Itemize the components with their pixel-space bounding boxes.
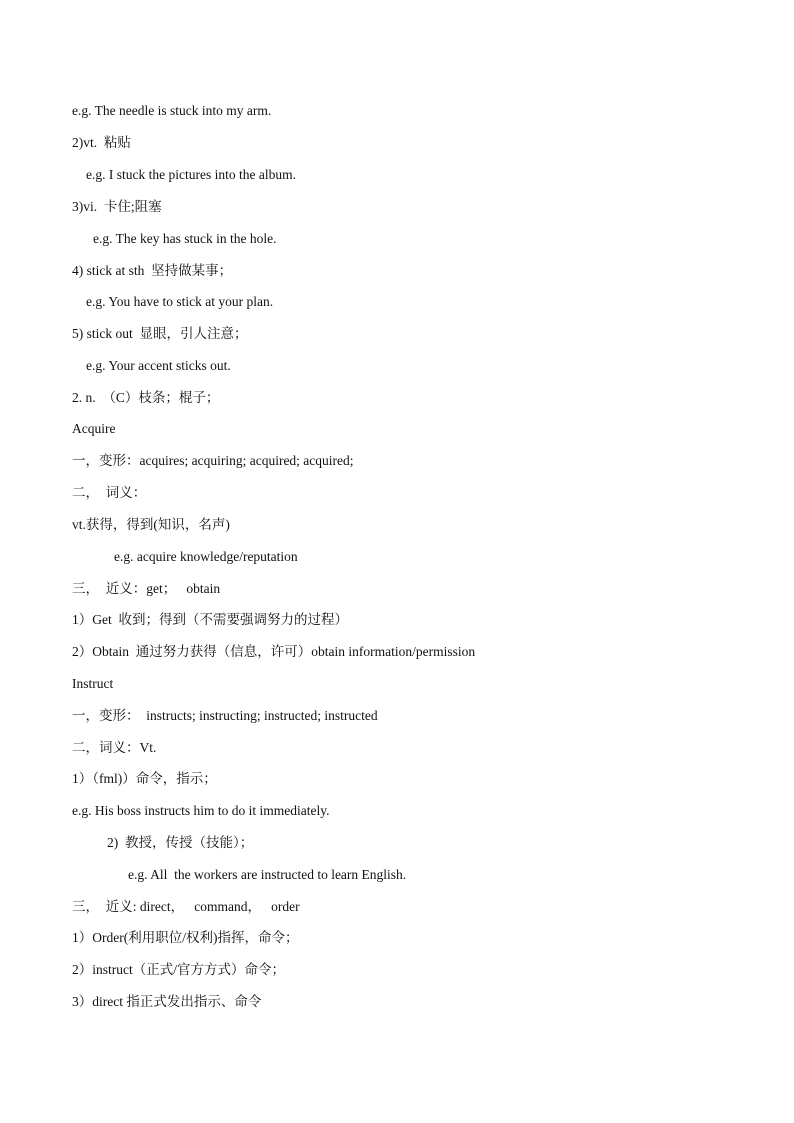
text-line: 2）instruct（正式/官方方式）命令； <box>72 962 285 977</box>
text-line: 4) stick at sth 坚持做某事； <box>72 263 233 278</box>
text-line: 2）Obtain 通过努力获得（信息，许可）obtain information/permission <box>72 644 476 659</box>
text-line: 一，变形： instructs; instructing; instructed; instructed <box>72 708 378 723</box>
text-line: e.g. His boss instructs him to do it immediately. <box>72 803 330 818</box>
text-line: vt.获得，得到(知识，名声) <box>72 517 230 532</box>
text-line: e.g. The key has stuck in the hole. <box>93 231 277 246</box>
text-line: 3）direct 指正式发出指示、命令 <box>72 994 262 1009</box>
text-line: e.g. All the workers are instructed to learn English. <box>128 867 407 882</box>
text-line: 3)vi. 卡住;阻塞 <box>72 199 162 214</box>
text-line: e.g. I stuck the pictures into the album. <box>86 167 296 182</box>
text-line: e.g. acquire knowledge/reputation <box>114 549 298 564</box>
text-line: 2) 教授，传授（技能）； <box>107 835 254 850</box>
text-line: Instruct <box>72 676 114 691</box>
text-line: e.g. Your accent sticks out. <box>86 358 231 373</box>
text-line: e.g. You have to stick at your plan. <box>86 294 274 309</box>
text-line: 二，词义：Vt. <box>72 740 157 755</box>
text-line: e.g. The needle is stuck into my arm. <box>72 103 272 118</box>
text-line: 2)vt. 粘贴 <box>72 135 131 150</box>
text-line: 三， 近义：get； obtain <box>72 581 221 596</box>
text-line: 三， 近义: direct， command， order <box>72 899 300 914</box>
text-line: 1）Get 收到；得到（不需要强调努力的过程） <box>72 612 348 627</box>
text-line: 1）Order(利用职位/权利)指挥，命令； <box>72 930 299 945</box>
text-line: 一，变形：acquires; acquiring; acquired; acquired; <box>72 453 354 468</box>
text-line: 2. n. （C）枝条；棍子； <box>72 390 220 405</box>
text-line: Acquire <box>72 421 116 436</box>
text-line: 5) stick out 显眼，引人注意； <box>72 326 248 341</box>
text-line: 1）（fml)）命令，指示； <box>72 771 217 786</box>
text-line: 二， 词义： <box>72 485 147 500</box>
